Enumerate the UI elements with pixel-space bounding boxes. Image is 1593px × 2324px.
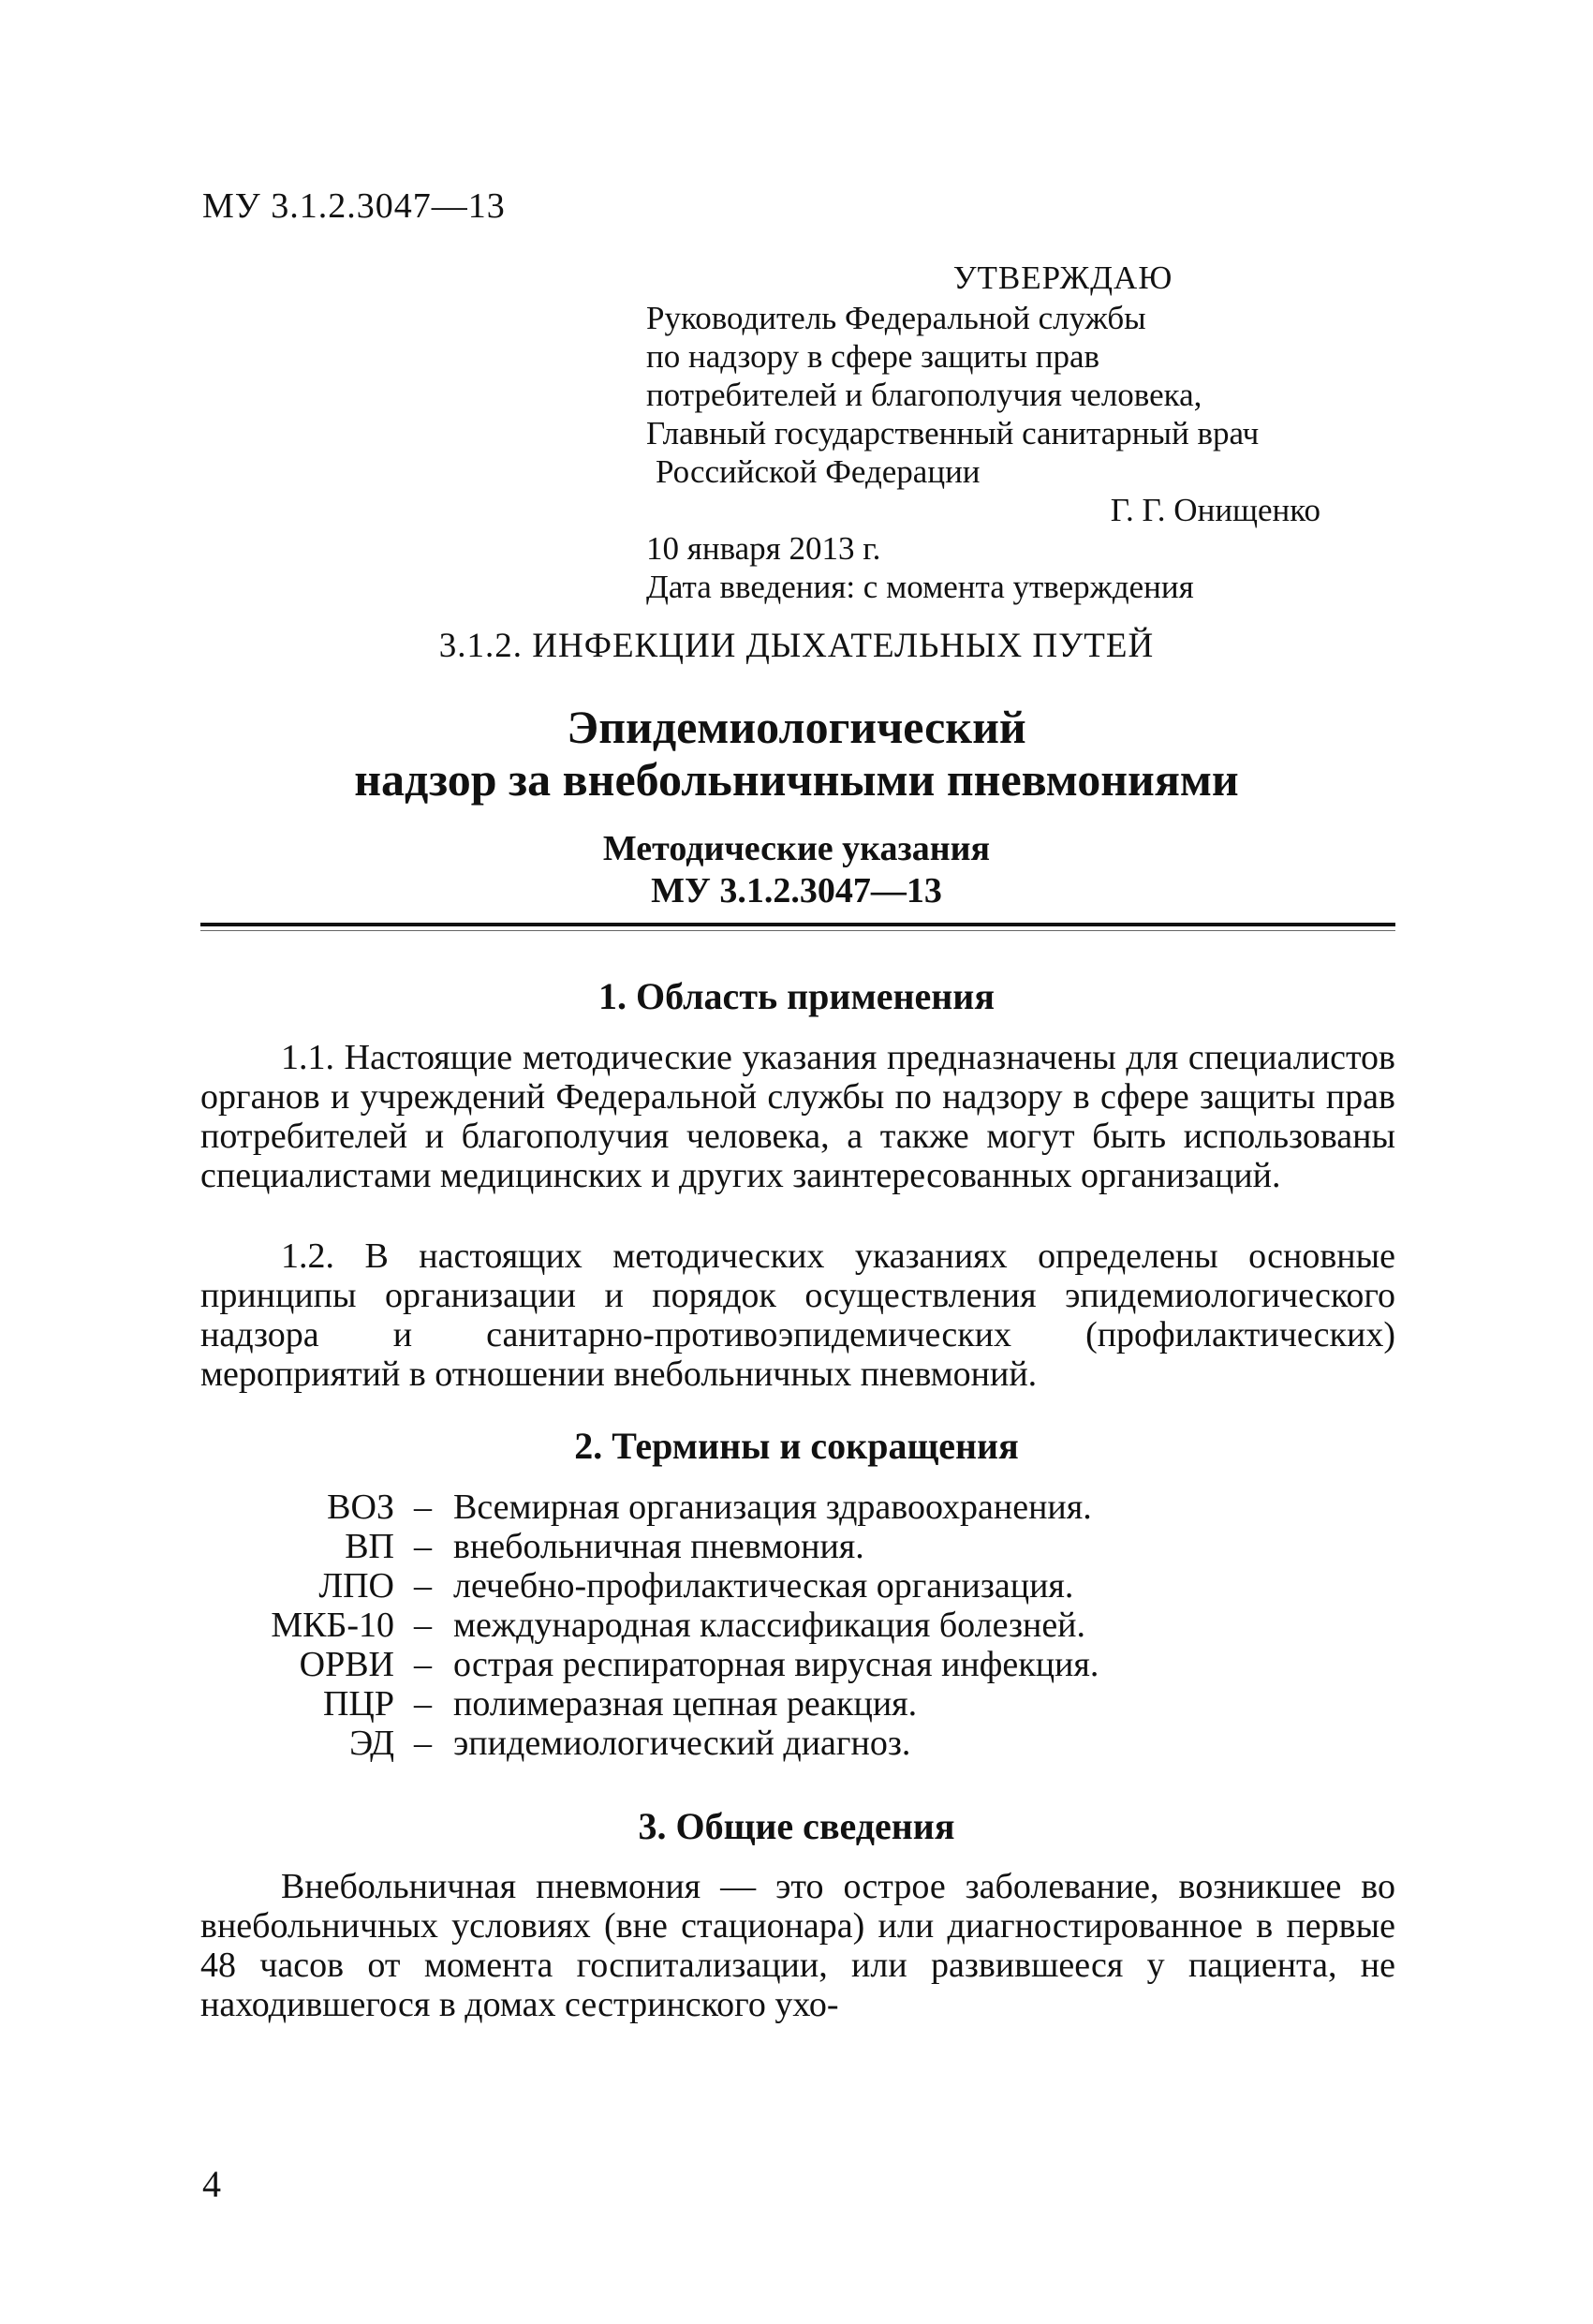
approval-title: УТВЕРЖДАЮ	[952, 259, 1173, 296]
term-row	[0, 1488, 1593, 1527]
approval-effective-date: Дата введения: с момента утверждения	[646, 569, 1194, 605]
term-abbreviation: МКБ-10	[271, 1606, 394, 1645]
paragraph	[200, 1236, 1395, 1394]
section-code: 3.1.2. ИНФЕКЦИИ ДЫХАТЕЛЬНЫХ ПУТЕЙ	[438, 627, 1155, 665]
term-abbreviation: ЭД	[349, 1724, 394, 1763]
term-dash: –	[414, 1527, 432, 1566]
term-dash: –	[414, 1645, 432, 1684]
paragraph-text: 1.2. В настоящих методических указаниях определены основные принципы организации и порядок осуществления эпидемиологического надзора и санитарно-противоэпидемических (профилактических) мероприятий в отношении внебольничных пневмоний.	[200, 1236, 1395, 1394]
term-dash: –	[414, 1606, 432, 1645]
section-heading: 2. Термины и сокращения	[574, 1425, 1019, 1467]
term-dash: –	[414, 1488, 432, 1527]
term-definition: лечебно-профилактическая организация.	[453, 1566, 1074, 1606]
terms-list	[0, 1488, 1593, 1763]
approval-line: Руководитель Федеральной службы	[646, 300, 1146, 336]
term-row	[0, 1566, 1593, 1606]
paragraph	[200, 1867, 1395, 2024]
paragraph-text: Внебольничная пневмония — это острое заболевание, возникшее во внебольничных условиях (вне стационара) или диагностированное в первые 48 часов от момента госпитализации, или развившееся у пациента, не находившегося в домах сестринского ухо-	[200, 1867, 1395, 2024]
section-heading: 3. Общие сведения	[638, 1805, 955, 1847]
term-abbreviation: ВОЗ	[327, 1488, 394, 1527]
document-code-header: МУ 3.1.2.3047—13	[202, 186, 506, 226]
title-divider-thin	[200, 930, 1395, 931]
document-title	[0, 701, 1593, 806]
document-subtitle-line: МУ 3.1.2.3047—13	[651, 871, 942, 910]
approval-signatory: Г. Г. Онищенко	[1110, 492, 1320, 528]
term-abbreviation: ВП	[345, 1527, 394, 1566]
document-title-line: надзор за внебольничными пневмониями	[354, 753, 1239, 806]
term-abbreviation: ОРВИ	[299, 1645, 394, 1684]
term-row	[0, 1527, 1593, 1566]
term-definition: Всемирная организация здравоохранения.	[453, 1488, 1092, 1527]
document-subtitle-line: Методические указания	[602, 829, 991, 868]
section-heading: 1. Область применения	[598, 975, 995, 1017]
page-number: 4	[202, 2163, 221, 2205]
approval-line: Российской Федерации	[656, 453, 981, 490]
paragraph	[200, 1038, 1395, 1195]
term-row	[0, 1645, 1593, 1684]
term-row	[0, 1606, 1593, 1645]
approval-line: Главный государственный санитарный врач	[646, 415, 1260, 451]
approval-date: 10 января 2013 г.	[646, 530, 881, 567]
term-dash: –	[414, 1566, 432, 1606]
term-definition: внебольничная пневмония.	[453, 1527, 864, 1566]
paragraph-text: 1.1. Настоящие методические указания предназначены для специалистов органов и учреждений Федеральной службы по надзору в сфере защиты прав потребителей и благополучия человека, а также могут быть использованы специалистами медицинских и других заинтересованных организаций.	[200, 1038, 1395, 1195]
term-definition: эпидемиологический диагноз.	[453, 1724, 911, 1763]
document-subtitle	[0, 828, 1593, 912]
term-definition: полимеразная цепная реакция.	[453, 1684, 918, 1724]
title-divider	[200, 923, 1395, 926]
approval-line: по надзору в сфере защиты прав	[646, 338, 1100, 375]
term-definition: международная классификация болезней.	[453, 1606, 1086, 1645]
term-abbreviation: ЛПО	[318, 1566, 394, 1606]
term-row	[0, 1684, 1593, 1724]
term-row	[0, 1724, 1593, 1763]
term-dash: –	[414, 1684, 432, 1724]
term-dash: –	[414, 1724, 432, 1763]
term-definition: острая респираторная вирусная инфекция.	[453, 1645, 1099, 1684]
approval-line: потребителей и благополучия человека,	[646, 377, 1202, 413]
term-abbreviation: ПЦР	[322, 1684, 394, 1724]
document-title-line: Эпидемиологический	[567, 701, 1026, 753]
approval-block	[646, 259, 1423, 606]
